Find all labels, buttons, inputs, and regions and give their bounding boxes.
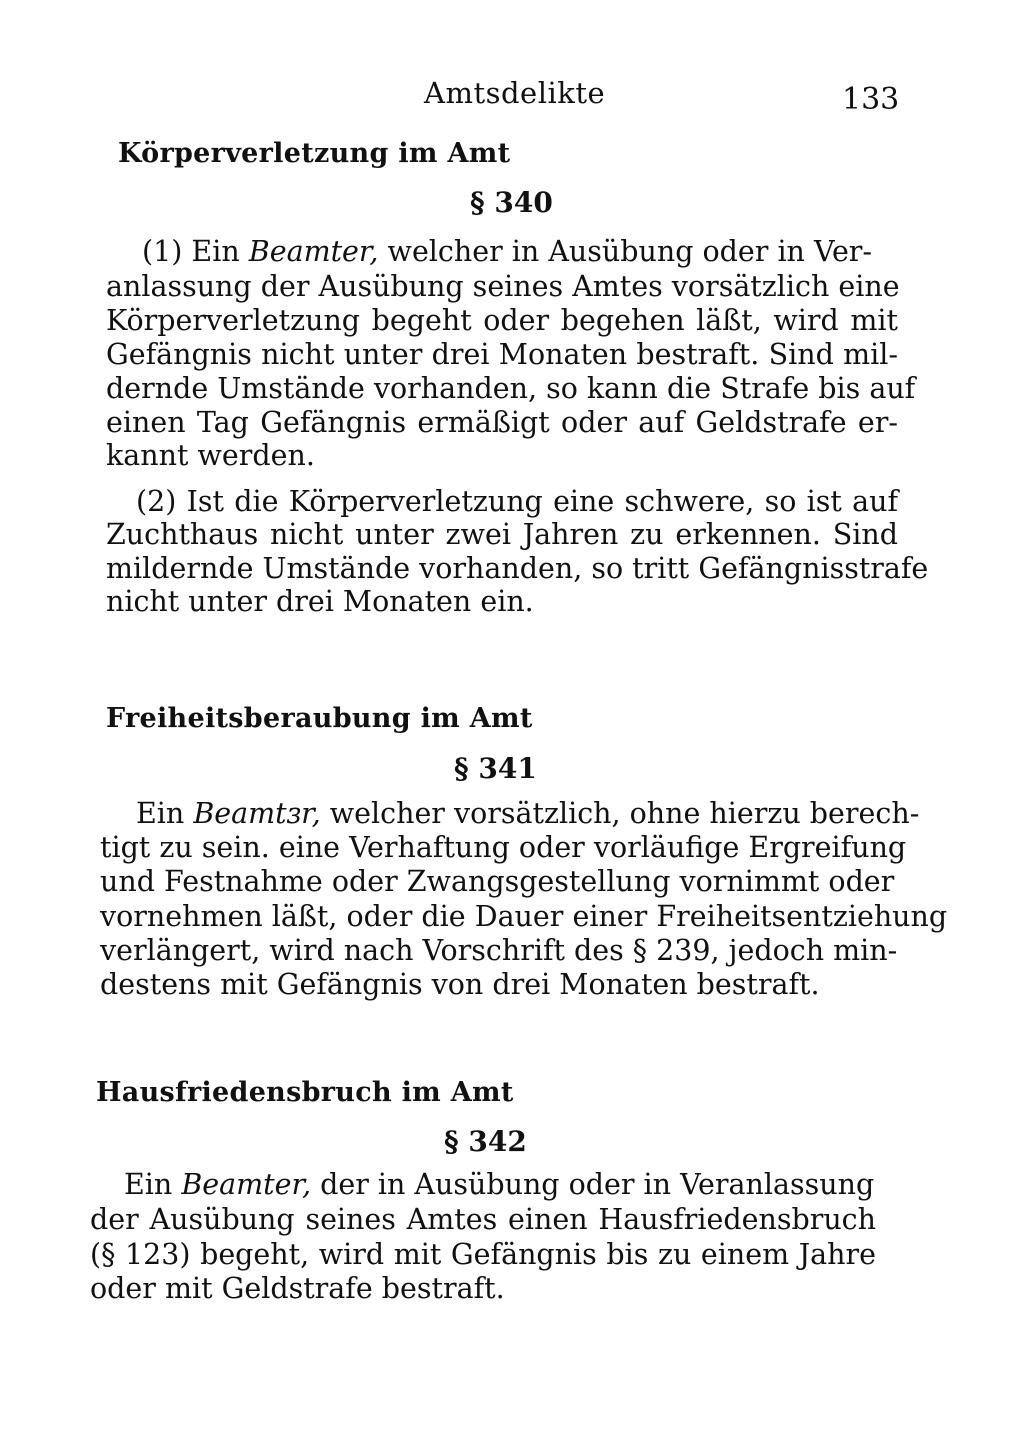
italic-term: Beamter,	[248, 235, 379, 268]
text-line: Ein Beamter, der in Ausübung oder in Veranlassung	[124, 1168, 875, 1201]
text-line: (1) Ein Beamter, welcher in Ausübung oder in Ver-	[142, 235, 873, 268]
text-line: Zuchthaus nicht unter zwei Jahren zu erkennen. Sind	[106, 518, 898, 551]
text-line: anlassung der Ausübung seines Amtes vorsätzlich eine	[106, 270, 900, 303]
text-line: (§ 123) begeht, wird mit Gefängnis bis zu einem Jahre	[90, 1238, 876, 1271]
text-line: tigt zu sein. eine Verhaftung oder vorläufige Ergreifung	[100, 831, 907, 864]
text-line: vornehmen läßt, oder die Dauer einer Freiheitsentziehung	[100, 900, 948, 933]
text-line: der Ausübung seines Amtes einen Hausfriedensbruch	[90, 1203, 876, 1236]
italic-term: Beamter,	[181, 1168, 312, 1201]
text-line: verlängert, wird nach Vorschrift des § 239, jedoch min-	[100, 934, 898, 967]
text-line: oder mit Geldstrafe bestraft.	[90, 1272, 505, 1305]
text-line: dernde Umstände vorhanden, so kann die Strafe bis auf	[106, 372, 916, 405]
section-heading-340: Körperverletzung im Amt	[118, 138, 511, 169]
paragraph-number-340: § 340	[470, 186, 553, 219]
text-line: destens mit Gefängnis von drei Monaten bestraft.	[100, 968, 820, 1001]
section-heading-341: Freiheitsberaubung im Amt	[106, 703, 533, 734]
text-line: nicht unter drei Monaten ein.	[106, 585, 534, 618]
text-line: Gefängnis nicht unter drei Monaten bestraft. Sind mil-	[106, 338, 898, 371]
text-line: Ein Beamtɜr, welcher vorsätzlich, ohne hierzu berech-	[136, 797, 920, 830]
text-line: mildernde Umstände vorhanden, so tritt Gefängnisstrafe	[106, 552, 929, 585]
italic-term: Beamtɜr,	[193, 797, 321, 830]
text-line: Körperverletzung begeht oder begehen läßt, wird mit	[106, 304, 898, 337]
text-line: (2) Ist die Körperverletzung eine schwere, so ist auf	[136, 485, 898, 518]
text-line: kannt werden.	[106, 439, 315, 472]
running-head: Amtsdelikte	[424, 76, 606, 110]
text-line: und Festnahme oder Zwangsgestellung vornimmt oder	[100, 865, 895, 898]
text-line: einen Tag Gefängnis ermäßigt oder auf Geldstrafe er-	[106, 406, 898, 439]
section-heading-342: Hausfriedensbruch im Amt	[96, 1077, 514, 1108]
paragraph-number-341: § 341	[454, 752, 537, 785]
paragraph-number-342: § 342	[444, 1125, 527, 1158]
page-number: 133	[842, 82, 900, 117]
